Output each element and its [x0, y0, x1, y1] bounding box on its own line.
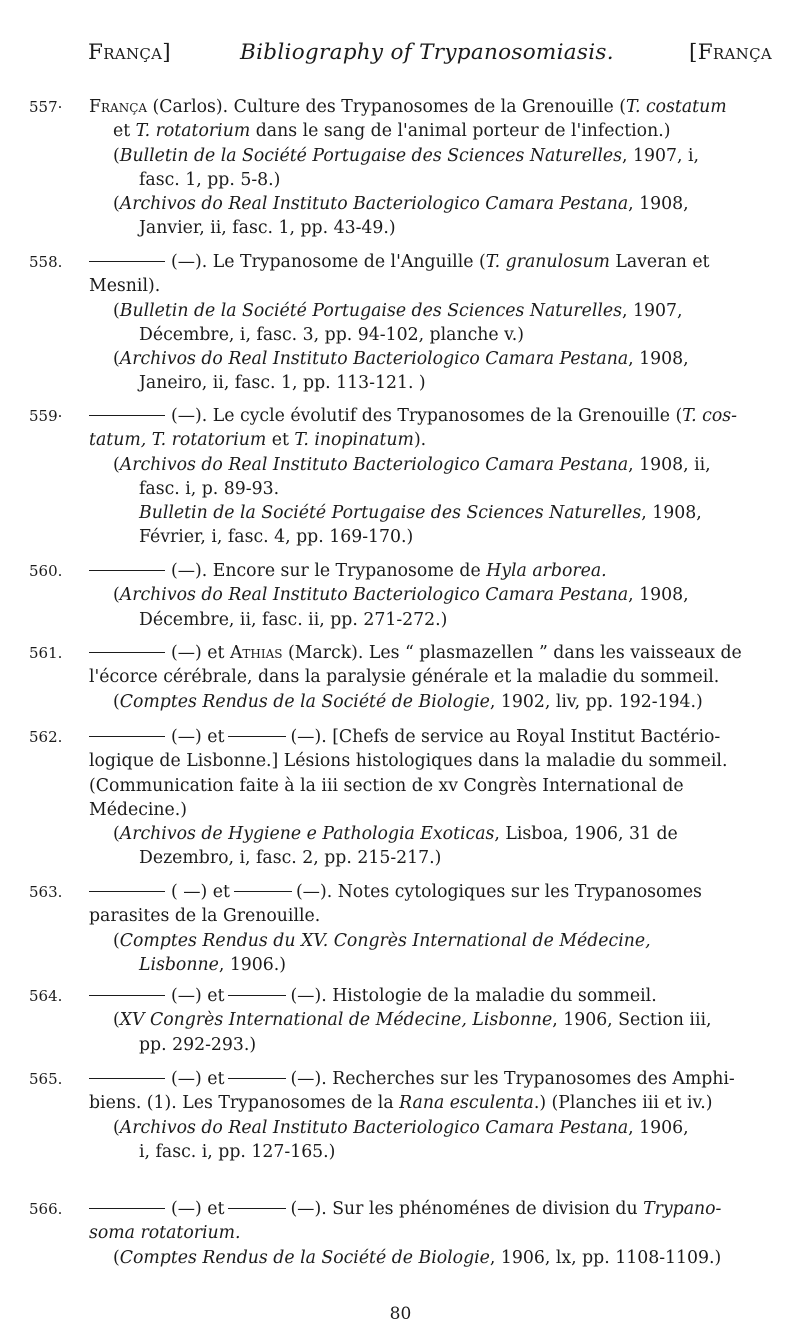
entry-563: 563. ( —) et (—). Notes cytologiques sur les Trypanosomes parasites de la Grenouille. (Comptes Rendus du XV. Congrès International de Médecine, Lisbonne, 1906.) [29, 882, 702, 975]
running-header [88, 40, 772, 80]
ditto-dash [228, 1078, 286, 1079]
entry-number: 557· [29, 98, 63, 116]
ditto-dash [89, 1078, 165, 1079]
entry-559: 559· (—). Le cycle évolutif des Trypanosomes de la Grenouille (T. cos- tatum, T. rotatorium et T. inopinatum). (Archivos do Real Instituto Bacteriologico Camara Pestana, 1908, ii, fasc. i, p. 89-93. Bulletin de la Société Portugaise des Sciences Naturelles, 1908, Février, i, fasc. 4, pp. 169-170.) [29, 406, 737, 548]
header-left: França] [88, 40, 171, 65]
entry-number: 562. [29, 728, 63, 746]
entry-558: 558. (—). Le Trypanosome de l'Anguille (T. granulosum Laveran et Mesnil). (Bulletin de la Société Portugaise des Sciences Naturelles, 1907, Décembre, i, fasc. 3, pp. 94-102, planche v.) (Archivos do Real Instituto Bacteriologico Camara Pestana, 1908, Janeiro, ii, fasc. 1, pp. 113-121. ) [29, 252, 710, 394]
ditto-dash [89, 1208, 165, 1209]
entry-number: 565. [29, 1070, 63, 1088]
ditto-dash [89, 415, 165, 416]
entry-number: 566. [29, 1200, 63, 1218]
entry-number: 558. [29, 253, 63, 271]
page-number: 80 [389, 1304, 412, 1324]
ditto-dash [228, 736, 286, 737]
entry-number: 561. [29, 644, 63, 662]
header-title: Bibliography of Trypanosomiasis. [240, 40, 614, 65]
ditto-dash [89, 570, 165, 571]
ditto-dash [89, 261, 165, 262]
ditto-dash [89, 891, 165, 892]
ditto-dash [234, 891, 292, 892]
entry-number: 563. [29, 883, 63, 901]
ditto-dash [89, 652, 165, 653]
header-right: [França [689, 40, 772, 65]
entry-565: 565. (—) et (—). Recherches sur les Trypanosomes des Amphi- biens. (1). Les Trypanosomes de la Rana esculenta.) (Planches iii et iv.) (Archivos do Real Instituto Bacteriologico Camara Pestana, 1906, i, fasc. i, pp. 127-165.) [29, 1069, 735, 1162]
entry-number: 564. [29, 987, 63, 1005]
ditto-dash [89, 995, 165, 996]
entry-566: 566. (—) et (—). Sur les phénoménes de division du Trypano- soma rotatorium. (Comptes Rendus de la Société de Biologie, 1906, lx, pp. 1108-1109.) [29, 1199, 722, 1268]
entry-557: 557· França (Carlos). Culture des Trypanosomes de la Grenouille (T. costatum et T. rotatorium dans le sang de l'animal porteur de l'infection.) (Bulletin de la Société Portugaise des Sciences Naturelles, 1907, i, fasc. 1, pp. 5-8.) (Archivos do Real Instituto Bacteriologico Camara Pestana, 1908, Janvier, ii, fasc. 1, pp. 43-49.) [29, 97, 727, 239]
entry-560: 560. (—). Encore sur le Trypanosome de Hyla arborea. (Archivos do Real Instituto Bacteriologico Camara Pestana, 1908, Décembre, ii, fasc. ii, pp. 271-272.) [29, 561, 689, 630]
entry-number: 559· [29, 407, 63, 425]
ditto-dash [89, 736, 165, 737]
ditto-dash [228, 1208, 286, 1209]
entry-562: 562. (—) et (—). [Chefs de service au Royal Institut Bactério- logique de Lisbonne.] Lésions histologiques dans la maladie du sommeil. (Communication faite à la iii section de xv Congrès International de Médecine.) (Archivos de Hygiene e Pathologia Exoticas, Lisboa, 1906, 31 de Dezembro, i, fasc. 2, pp. 215-217.) [29, 727, 728, 869]
entry-564: 564. (—) et (—). Histologie de la maladie du sommeil. (XV Congrès International de Médecine, Lisbonne, 1906, Section iii, pp. 292-293.) [29, 986, 712, 1055]
entry-number: 560. [29, 562, 63, 580]
ditto-dash [228, 995, 286, 996]
entry-561: 561. (—) et Athias (Marck). Les “ plasmazellen ” dans les vaisseaux de l'écorce cérébrale, dans la paralysie générale et la maladie du sommeil. (Comptes Rendus de la Société de Biologie, 1902, liv, pp. 192-194.) [29, 643, 742, 712]
